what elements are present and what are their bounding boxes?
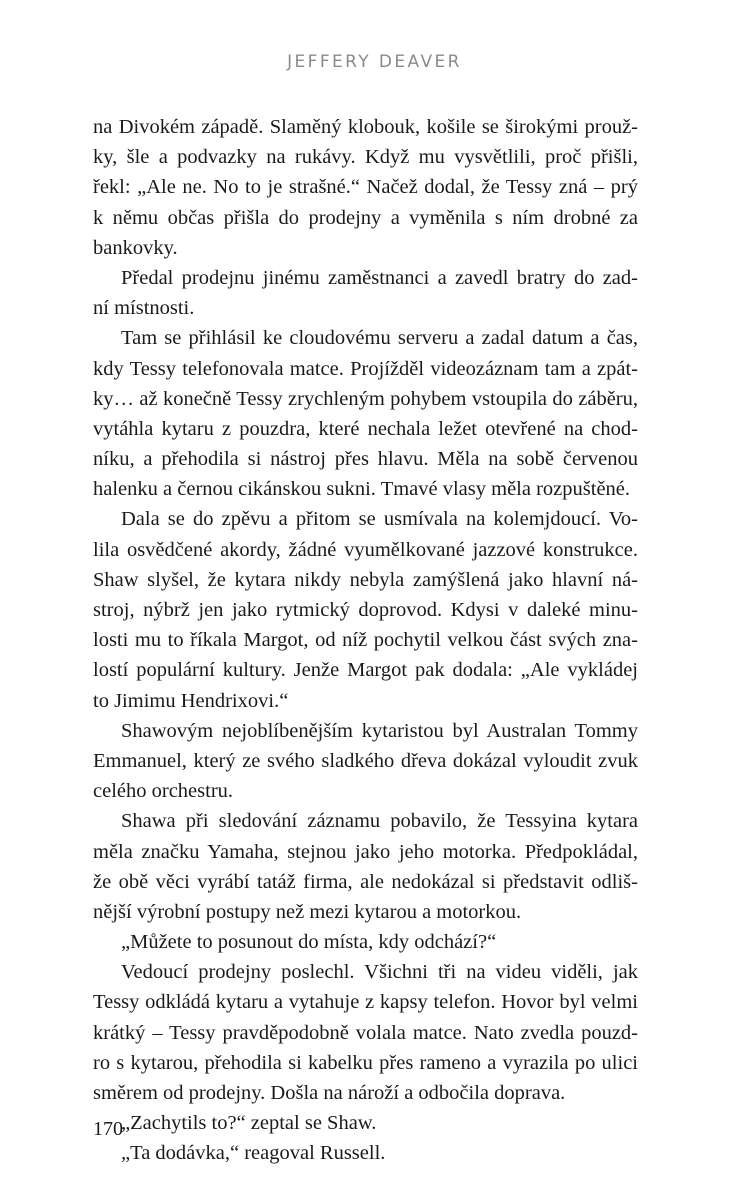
text-line: k němu občas přišla do prodejny a vyměnila s ním drobné za [93, 206, 638, 229]
text-line: Emmanuel, který ze svého sladkého dřeva dokázal vyloudit zvuk [93, 749, 638, 772]
running-head-author: JEFFERY DEAVER [287, 52, 462, 72]
text-line: „Můžete to posunout do místa, kdy odchází?“ [121, 931, 497, 954]
text-line: Shawa při sledování záznamu pobavilo, že Tessyina kytara [121, 810, 638, 833]
text-line: Předal prodejnu jinému zaměstnanci a zavedl bratry do zad- [121, 266, 638, 289]
text-line: „Ta dodávka,“ reagoval Russell. [121, 1142, 386, 1165]
text-line: směrem od prodejny. Došla na nároží a odbočila doprava. [93, 1082, 566, 1104]
text-line: Tessy odkládá kytaru a vytahuje z kapsy telefon. Hovor byl velmi [93, 991, 638, 1014]
text-line: Tam se přihlásil ke cloudovému serveru a zadal datum a čas, [121, 327, 638, 350]
text-line: kdy Tessy telefonovala matce. Projížděl videozáznam tam a zpát- [93, 357, 638, 380]
text-line: Dala se do zpěvu a přitom se usmívala na kolemjdoucí. Vo- [121, 508, 638, 531]
text-line: ky… až konečně Tessy zrychleným pohybem vstoupila do záběru, [93, 387, 638, 410]
text-line: Shawovým nejoblíbenějším kytaristou byl Australan Tommy [121, 719, 638, 742]
text-line: nější výrobní postupy než mezi kytarou a motorkou. [93, 900, 522, 923]
text-line: na Divokém západě. Slaměný klobouk, košile se širokými prouž- [93, 116, 638, 138]
text-line: losti mu to říkala Margot, od níž pochytil velkou část svých zna- [93, 629, 638, 652]
text-line: ro s kytarou, přehodila si kabelku přes rameno a vyrazila po ulici [93, 1051, 638, 1074]
text-line: „Zachytils to?“ zeptal se Shaw. [121, 1112, 377, 1135]
text-line: měla značku Yamaha, stejnou jako jeho motorka. Předpokládal, [93, 840, 638, 863]
text-line: Shaw slyšel, že kytara nikdy nebyla zamýšlená jako hlavní ná- [93, 568, 638, 591]
text-line: halenku a černou cikánskou sukni. Tmavé vlasy měla rozpuštěné. [93, 478, 631, 501]
text-line: řekl: „Ale ne. No to je strašné.“ Načež dodal, že Tessy zná – prý [93, 176, 638, 199]
text-line: lila osvědčené akordy, žádné vyumělkované jazzové konstrukce. [93, 538, 638, 561]
text-line: ky, šle a podvazky na rukávy. Když mu vysvětlili, proč přišli, [93, 146, 638, 169]
text-line: Vedoucí prodejny poslechl. Všichni tři na videu viděli, jak [121, 961, 638, 984]
text-line: stroj, nýbrž jen jako rytmický doprovod. Kdysi v daleké minu- [93, 599, 638, 621]
text-line: ní místnosti. [93, 297, 195, 320]
text-line: celého orchestru. [93, 780, 234, 803]
text-line: vytáhla kytaru z pouzdra, které nechala ležet otevřené na chod- [93, 417, 638, 440]
text-line: krátký – Tessy pravděpodobně volala matce. Nato zvedla pouzd- [93, 1021, 638, 1044]
body-text [93, 112, 638, 1169]
text-line: lostí populární kultury. Jenže Margot pak dodala: „Ale vykládej [93, 659, 638, 682]
page-number: 170 [93, 1118, 123, 1140]
text-line: to Jimimu Hendrixovi.“ [93, 689, 289, 712]
text-line: že obě věci vyrábí tatáž firma, ale nedokázal si představit odliš- [93, 870, 638, 893]
text-line: bankovky. [93, 236, 178, 259]
text-line: níku, a přehodila si nástroj přes hlavu. Měla na sobě červenou [93, 448, 638, 471]
